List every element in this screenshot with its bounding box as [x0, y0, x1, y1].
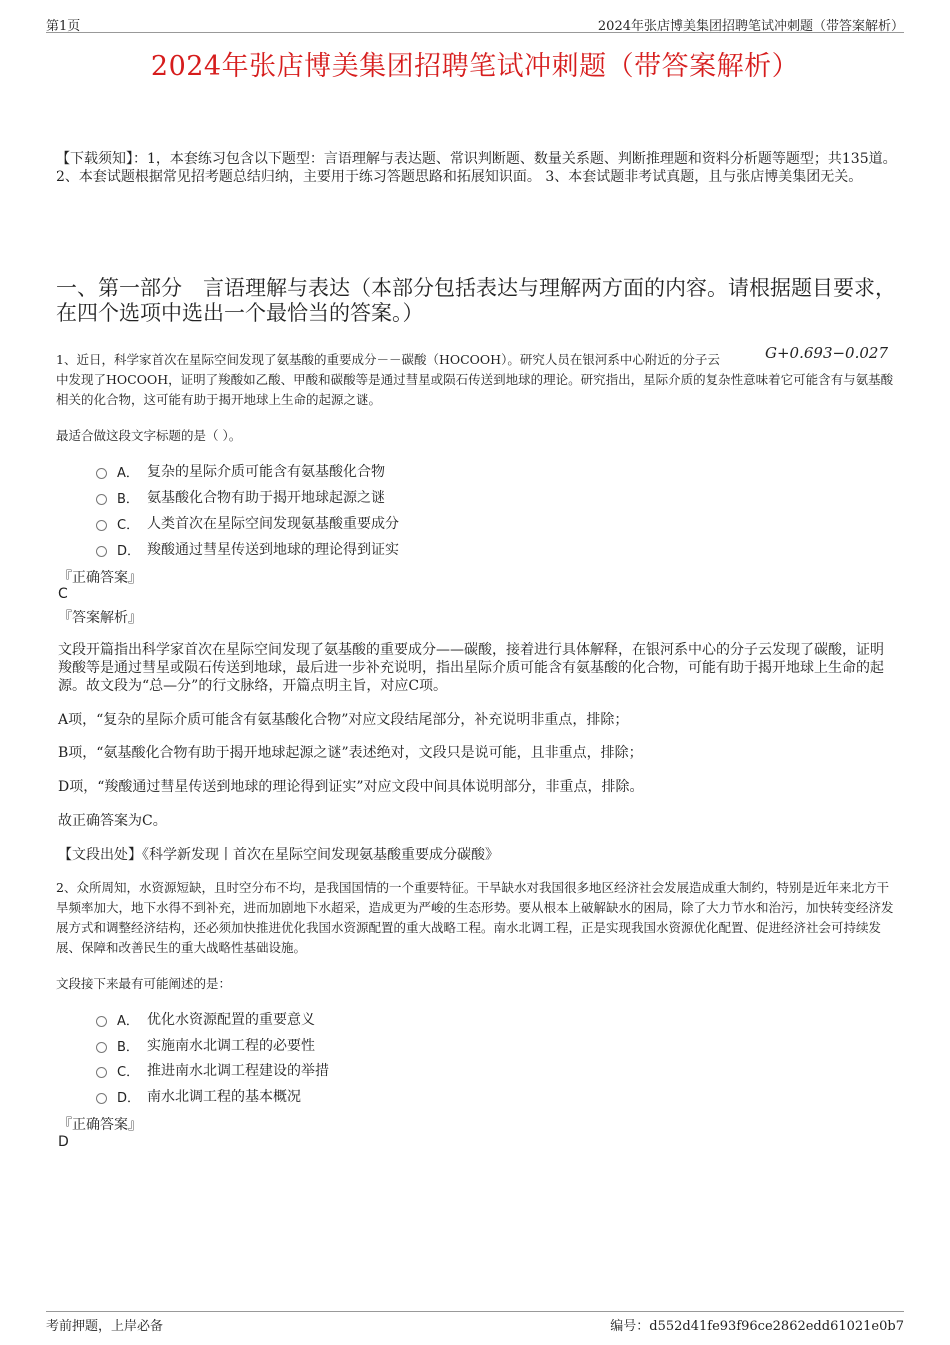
radio-icon[interactable] [96, 1093, 107, 1104]
q1-analysis-b: B项，“氨基酸化合物有助于揭开地球起源之谜”表述绝对，文段只是说可能，且非重点，排除； [58, 745, 643, 761]
option-letter: C． [117, 517, 140, 533]
q2-option-a[interactable] [96, 1009, 315, 1029]
q2-prompt: 文段接下来最有可能阐述的是： [56, 976, 232, 991]
radio-icon[interactable] [96, 494, 107, 505]
q1-analysis-d: D项，“羧酸通过彗星传送到地球的理论得到证实”对应文段中间具体说明部分，非重点，排除。 [58, 779, 644, 795]
q1-prompt: 最适合做这段文字标题的是（ ）。 [56, 428, 242, 443]
option-letter: D． [117, 543, 141, 559]
page-footer [46, 1311, 904, 1334]
option-text: 羧酸通过彗星传送到地球的理论得到证实 [147, 542, 399, 558]
option-text: 人类首次在星际空间发现氨基酸重要成分 [147, 516, 399, 532]
q2-option-b[interactable] [96, 1035, 315, 1055]
q1-text-line1: 1、近日，科学家首次在星际空间发现了氨基酸的重要成分－－碳酸（HOCOOH）。研究人员在银河系中心附近的分子云 [56, 352, 720, 367]
radio-icon[interactable] [96, 1042, 107, 1053]
q1-analysis-para: 文段开篇指出科学家首次在星际空间发现了氨基酸的重要成分——碳酸，接着进行具体解释，在银河系中心的分子云发现了碳酸，证明羧酸等是通过彗星或陨石传送到地球，最后进一步补充说明，指出星际介质可能含有氨基酸的化合物，可能有助于揭开地球上生命的起源。故文段为“总—分”的行文脉络，开篇点明主旨，对应C项。 [58, 642, 884, 694]
q1-analysis-a: A项，“复杂的星际介质可能含有氨基酸化合物”对应文段结尾部分，补充说明非重点，排除； [58, 712, 629, 728]
option-letter: B． [117, 1039, 139, 1055]
q1-option-c[interactable] [96, 513, 399, 533]
q1-answer: C [58, 586, 68, 602]
q1-option-b[interactable] [96, 487, 385, 507]
option-letter: C． [117, 1064, 140, 1080]
option-text: 推进南水北调工程建设的举措 [147, 1063, 329, 1079]
option-text: 复杂的星际介质可能含有氨基酸化合物 [147, 464, 385, 480]
q1-text-rest: 中发现了HOCOOH，证明了羧酸如乙酸、甲酸和碳酸等是通过彗星或陨石传送到地球的理论。研究指出，星际介质的复杂性意味着它可能含有与氨基酸相关的化合物，这可能有助于揭开地球上生命的起源之谜。 [56, 372, 894, 407]
option-letter: B． [117, 491, 139, 507]
download-notice: 【下载须知】：1，本套练习包含以下题型：言语理解与表达题、常识判断题、数量关系题、判断推理题和资料分析题等题型；共135道。 2、本套试题根据常见招考题总结归纳，主要用于练习答题思路和拓展知识面。 3、本套试题非考试真题，且与张店博美集团无关。 [56, 151, 897, 185]
option-letter: D． [117, 1090, 141, 1106]
q2-option-c[interactable] [96, 1060, 329, 1080]
section-heading: 一、第一部分 言语理解与表达（本部分包括表达与理解两方面的内容。请根据题目要求，在四个选项中选出一个最恰当的答案。） [56, 276, 896, 325]
option-text: 优化水资源配置的重要意义 [147, 1012, 315, 1028]
q1-source: 【文段出处】《科学新发现丨首次在星际空间发现氨基酸重要成分碳酸》 [58, 847, 499, 863]
q1-option-a[interactable] [96, 461, 385, 481]
radio-icon[interactable] [96, 1016, 107, 1027]
q2-answer: D [58, 1134, 69, 1150]
radio-icon[interactable] [96, 468, 107, 479]
page-number: 第1页 [46, 19, 81, 34]
option-text: 氨基酸化合物有助于揭开地球起源之谜 [147, 490, 385, 506]
option-text: 南水北调工程的基本概况 [147, 1089, 301, 1105]
footer-doc-id: 编号：d552d41fe93f96ce2862edd61021e0b7 [610, 1319, 904, 1334]
q1-option-d[interactable] [96, 539, 399, 559]
radio-icon[interactable] [96, 520, 107, 531]
header-doc-title: 2024年张店博美集团招聘笔试冲刺题（带答案解析） [597, 19, 904, 34]
page-header [46, 14, 904, 33]
q1-analysis-label: 『答案解析』 [58, 610, 142, 626]
option-text: 实施南水北调工程的必要性 [147, 1038, 315, 1054]
q2-answer-label: 『正确答案』 [58, 1117, 142, 1133]
q1-analysis-conclusion: 故正确答案为C。 [58, 813, 167, 829]
radio-icon[interactable] [96, 546, 107, 557]
page-title: 2024年张店博美集团招聘笔试冲刺题（带答案解析） [150, 51, 800, 82]
q2-text: 2、众所周知，水资源短缺，且时空分布不均，是我国国情的一个重要特征。干旱缺水对我国很多地区经济社会发展造成重大制约，特别是近年来北方干旱频率加大，地下水得不到补充，进而加剧地下水超采，造成更为严峻的生态形势。要从根本上破解缺水的困局，除了大力节水和治污，加快转变经济发展方式和调整经济结构，还必须加快推进优化我国水资源配置的重大战略工程。南水北调工程，正是实现我国水资源优化配置、促进经济社会可持续发展、保障和改善民生的重大战略性基础设施。 [56, 880, 894, 955]
radio-icon[interactable] [96, 1067, 107, 1078]
footer-slogan: 考前押题，上岸必备 [46, 1319, 164, 1334]
q2-option-d[interactable] [96, 1086, 301, 1106]
option-letter: A． [117, 1013, 139, 1029]
option-letter: A． [117, 465, 139, 481]
q1-answer-label: 『正确答案』 [58, 570, 142, 586]
q1-formula: G+0.693−0.027 [765, 344, 889, 362]
